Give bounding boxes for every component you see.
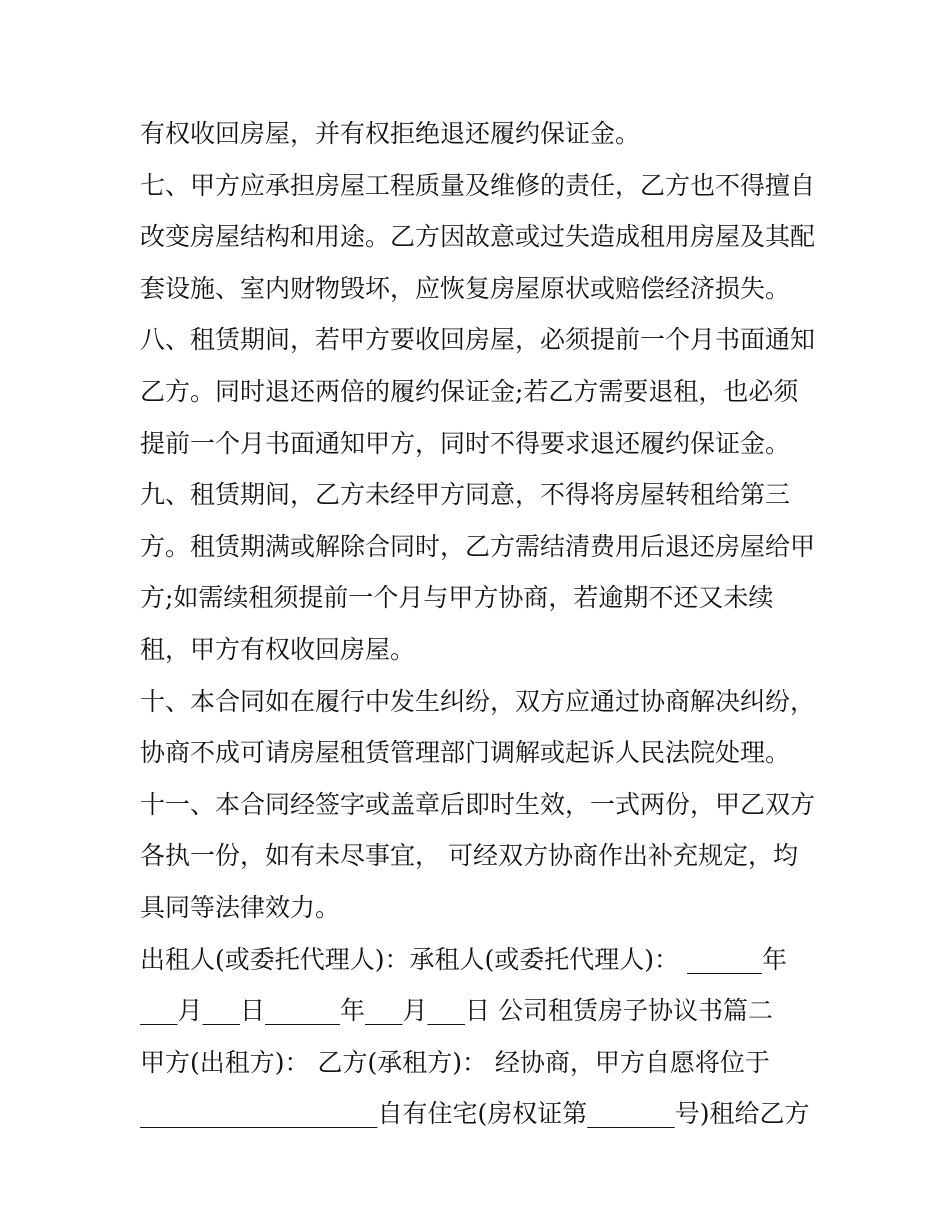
text-line: 九、租赁期间，乙方未经甲方同意，不得将房屋转租给第三 <box>140 480 791 510</box>
text-line: 方。租赁期满或解除合同时，乙方需结清费用后退还房屋给甲 <box>140 531 816 561</box>
text-line: 八、租赁期间，若甲方要收回房屋，必须提前一个月书面通知 <box>140 325 816 355</box>
contract-text <box>140 108 830 1140</box>
text-line: 七、甲方应承担房屋工程质量及维修的责任，乙方也不得擅自 <box>140 170 816 200</box>
text-line: ___________________自有住宅(房权证第_______号)租给乙方 <box>140 1099 810 1129</box>
text-line: 各执一份，如有未尽事宜， 可经双方协商作出补充规定，均 <box>140 841 798 871</box>
text-line: 提前一个月书面通知甲方，同时不得要求退还履约保证金。 <box>140 428 791 458</box>
text-line: 乙方。同时退还两倍的履约保证金;若乙方需要退租，也必须 <box>140 376 799 406</box>
text-line: ___月___日______年___月___日 公司租赁房子协议书篇二 <box>140 996 773 1026</box>
text-line: 十、本合同如在履行中发生纠纷，双方应通过协商解决纠纷， <box>140 686 816 716</box>
text-line: 十一、本合同经签字或盖章后即时生效，一式两份，甲乙双方 <box>140 789 816 819</box>
text-line: 方;如需续租须提前一个月与甲方协商，若逾期不还又未续 <box>140 583 774 613</box>
text-line: 改变房屋结构和用途。乙方因故意或过失造成租用房屋及其配 <box>140 222 816 252</box>
text-line: 出租人(或委托代理人)：承租人(或委托代理人)： ______年 <box>140 944 787 974</box>
text-line: 协商不成可请房屋租赁管理部门调解或起诉人民法院处理。 <box>140 738 791 768</box>
text-line: 有权收回房屋，并有权拒绝退还履约保证金。 <box>140 119 641 148</box>
text-line: 租，甲方有权收回房屋。 <box>140 634 416 664</box>
text-line: 具同等法律效力。 <box>140 892 341 922</box>
text-line: 甲方(出租方)： 乙方(承租方)： 经协商，甲方自愿将位于 <box>140 1047 770 1077</box>
text-line: 套设施、室内财物毁坏，应恢复房屋原状或赔偿经济损失。 <box>140 273 791 303</box>
